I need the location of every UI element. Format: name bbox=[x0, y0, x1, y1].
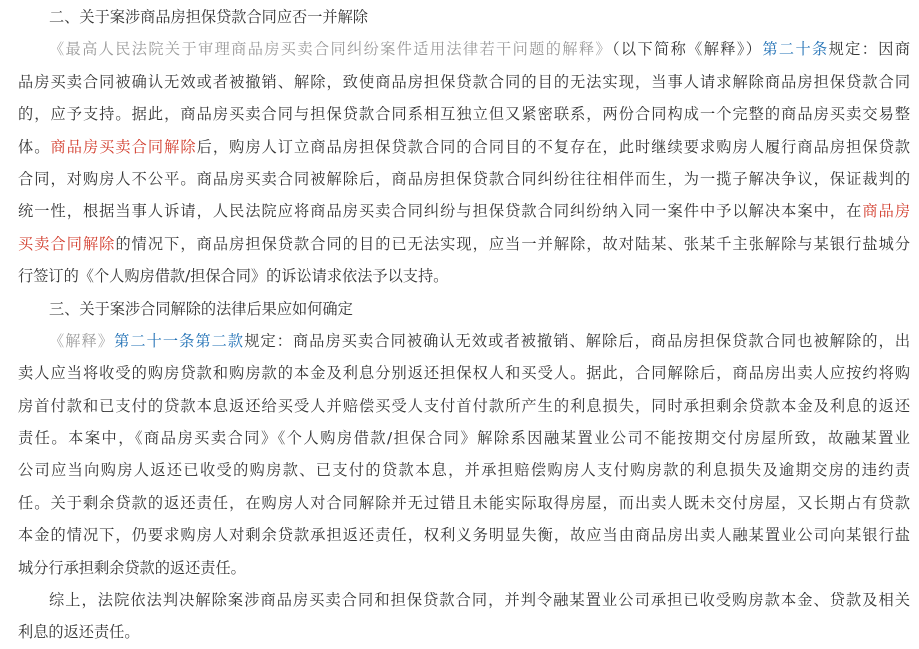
keyword-link[interactable]: 买卖合同解除 bbox=[18, 234, 116, 253]
paragraph-line: 房首付款和已支付的贷款本息返还给买受人并赔偿买受人支付首付款所产生的利息损失，同时承担剩余贷款本金及利息的返还 bbox=[18, 396, 910, 415]
paragraph-line: 买卖合同解除的情况下，商品房担保贷款合同的目的已无法实现，应当一并解除，故对陆某、张某千主张解除与某银行盐城分 bbox=[18, 234, 910, 253]
paragraph-line: 合同，对购房人不公平。商品房买卖合同被解除后，商品房担保贷款合同纠纷往往相伴而生，为一揽子解决争议，保证裁判的 bbox=[18, 169, 910, 188]
article-link[interactable]: 第二十一条第二款 bbox=[114, 331, 245, 350]
paragraph-line: 公司应当向购房人返还已收受的购房款、已支付的贷款本息，并承担赔偿购房人支付购房款的利息损失及逾期交房的违约责 bbox=[18, 461, 910, 480]
paragraph-line: 责任。本案中，《商品房买卖合同》《个人购房借款/担保合同》解除系因融某置业公司不能按期交付房屋所致，故融某置业 bbox=[18, 429, 910, 448]
law-citation-link[interactable]: 《最高人民法院关于审理商品房买卖合同纠纷案件适用法律若干问题的解释》 bbox=[49, 40, 612, 59]
section-heading-3: 三、关于案涉合同解除的法律后果应如何确定 bbox=[49, 299, 353, 318]
section-heading-2: 二、关于案涉商品房担保贷款合同应否一并解除 bbox=[49, 8, 368, 26]
paragraph-line: 统一性，根据当事人诉请，人民法院应将商品房买卖合同纠纷与担保贷款合同纠纷纳入同一案件中予以解决本案中，在商品房 bbox=[18, 202, 910, 221]
paragraph-line: 品房买卖合同被确认无效或者被撤销、解除，致使商品房担保贷款合同的目的无法实现，当事人请求解除商品房担保贷款合同 bbox=[18, 72, 910, 91]
paragraph-line: 卖人应当将收受的购房贷款和购房款的本金及利息分别返还担保权人和买受人。据此，合同解除后，商品房出卖人应按约将购 bbox=[18, 364, 910, 383]
keyword-link[interactable]: 商品房买卖合同解除 bbox=[50, 137, 197, 156]
paragraph-line: 利息的返还责任。 bbox=[18, 623, 140, 642]
paragraph-line: 城分行承担剩余贷款的返还责任。 bbox=[18, 558, 246, 577]
paragraph-line: 任。关于剩余贷款的返还责任，在购房人对合同解除并无过错且未能实际取得房屋，而出卖人既未交付房屋，又长期占有贷款 bbox=[18, 493, 910, 512]
paragraph-line: 《解释》第二十一条第二款规定：商品房买卖合同被确认无效或者被撤销、解除后，商品房担保贷款合同也被解除的，出 bbox=[49, 331, 910, 350]
keyword-link[interactable]: 商品房 bbox=[862, 202, 910, 221]
paragraph-line: 本金的情况下，仍要求购房人对剩余贷款承担返还责任，权利义务明显失衡，故应当由商品房出卖人融某置业公司向某银行盐 bbox=[18, 526, 910, 545]
paragraph-line: 《最高人民法院关于审理商品房买卖合同纠纷案件适用法律若干问题的解释》（以下简称《解释》）第二十条规定：因商 bbox=[49, 40, 910, 59]
article-link[interactable]: 第二十条 bbox=[762, 40, 829, 59]
paragraph-line: 的，应予支持。据此，商品房买卖合同与担保贷款合同系相互独立但又紧密联系，两份合同构成一个完整的商品房买卖交易整 bbox=[18, 105, 910, 124]
paragraph-line: 行签订的《个人购房借款/担保合同》的诉讼请求依法予以支持。 bbox=[18, 267, 449, 286]
paragraph-line: 体。商品房买卖合同解除后，购房人订立商品房担保贷款合同的合同目的不复存在，此时继续要求购房人履行商品房担保贷款 bbox=[18, 137, 910, 156]
paragraph-line: 综上，法院依法判决解除案涉商品房买卖合同和担保贷款合同，并判令融某置业公司承担已收受购房款本金、贷款及相关 bbox=[49, 591, 910, 610]
law-citation-link[interactable]: 《解释》 bbox=[49, 331, 115, 350]
